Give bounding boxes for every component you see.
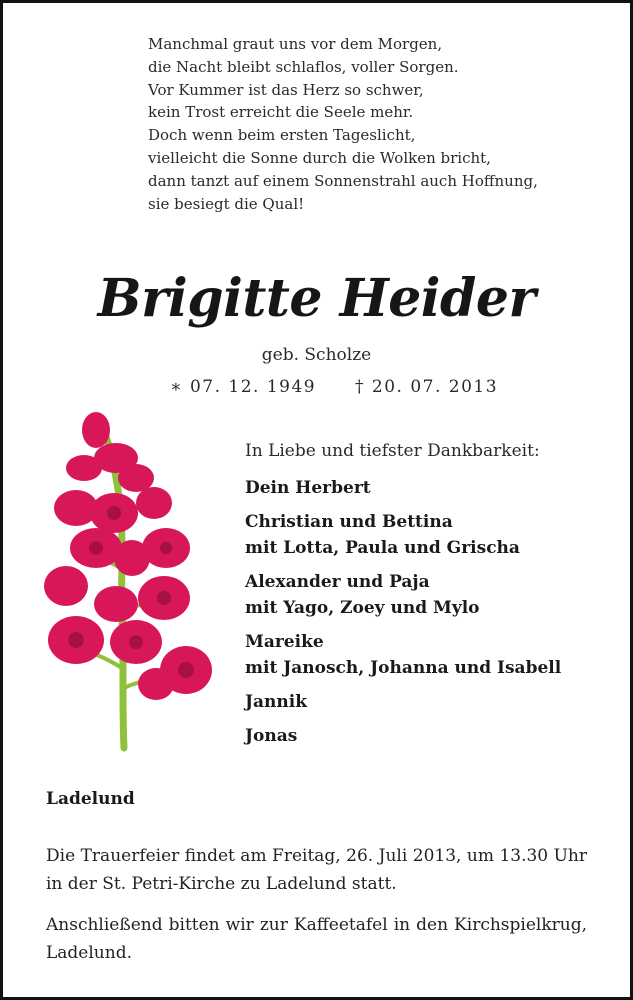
death-date: † 20. 07. 2013 [355,377,499,397]
service-notice: Die Trauerfeier findet am Freitag, 26. Juli 2013, um 13.30 Uhr in der St. Petri-Kirche zu Ladelund statt. [46,846,587,894]
poem-line: dann tanzt auf einem Sonnenstrahl auch Hoffnung, [148,171,538,190]
family-intro: In Liebe und tiefster Dankbarkeit: [245,441,540,461]
poem-line: die Nacht bleibt schlaflos, voller Sorgen. [148,57,459,76]
poem-line: Doch wenn beim ersten Tageslicht, [148,126,416,145]
orchid-blossoms [44,412,212,700]
place-name: Ladelund [46,789,135,809]
family-member: Jonas [245,726,298,746]
poem-line: kein Trost erreicht die Seele mehr. [148,103,414,122]
family-member: Alexander und Paja mit Yago, Zoey und Mylo [245,572,480,618]
deceased-name: Brigitte Heider [97,268,536,329]
family-member: Dein Herbert [245,478,371,498]
poem-line: Vor Kummer ist das Herz so schwer, [148,80,424,99]
poem [148,33,608,215]
life-dates [170,377,498,397]
reception-notice: Anschließend bitten wir zur Kaffeetafel in den Kirchspielkrug, Ladelund. [46,915,587,963]
family-member: Mareike mit Janosch, Johanna und Isabell [245,632,562,678]
family-list [245,441,615,757]
poem-line: vielleicht die Sonne durch die Wolken bricht, [148,148,491,167]
birth-date: ∗ 07. 12. 1949 [170,377,317,397]
poem-line: sie besiegt die Qual! [148,194,305,213]
family-member: Jannik [245,692,308,712]
family-member: Christian und Bettina mit Lotta, Paula und Grischa [245,512,520,558]
orchid-image [36,408,216,753]
birth-name: geb. Scholze [261,345,372,365]
poem-line: Manchmal graut uns vor dem Morgen, [148,35,443,53]
